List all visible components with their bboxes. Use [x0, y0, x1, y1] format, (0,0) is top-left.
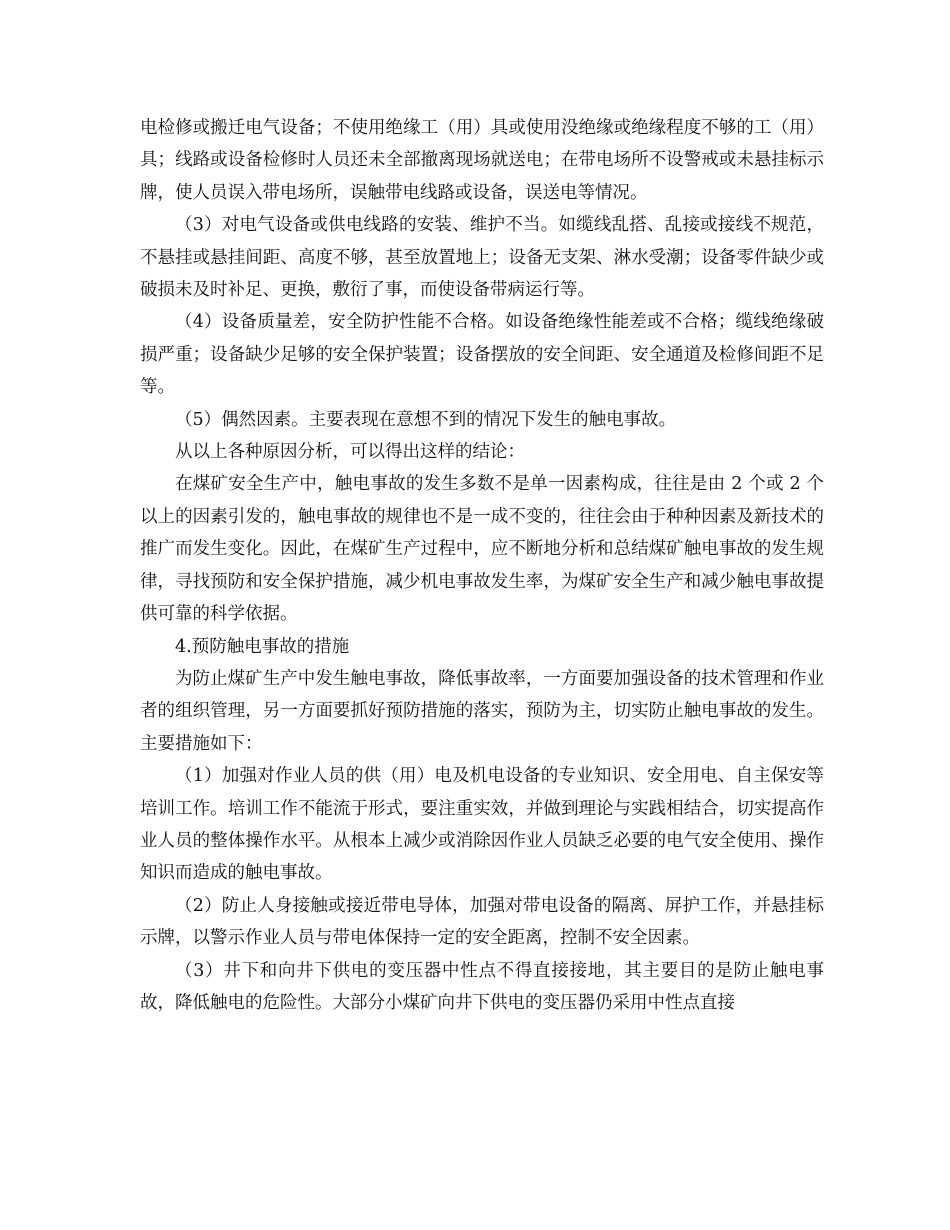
paragraph-9: （1）加强对作业人员的供（用）电及机电设备的专业知识、安全用电、自主保安等培训工作。培训工作不能流于形式，要注重实效，并做到理论与实践相结合，切实提高作业人员的整体操作水平。从根本上减少或消除因作业人员缺乏必要的电气安全使用、操作知识而造成的触电事故。 [140, 766, 824, 884]
section-heading: 4.预防触电事故的措施 [175, 636, 350, 657]
paragraph-8: 为防止煤矿生产中发生触电事故，降低事故率，一方面要加强设备的技术管理和作业者的组织管理，另一方面要抓好预防措施的落实，预防为主，切实防止触电事故的发生。主要措施如下： [140, 668, 824, 754]
paragraph-2: （3）对电气设备或供电线路的安装、维护不当。如缆线乱搭、乱接或接线不规范，不悬挂或悬挂间距、高度不够，甚至放置地上；设备无支架、淋水受潮；设备零件缺少或破损未及时补足、更换，敷衍了事，而使设备带病运行等。 [140, 215, 824, 301]
paragraph-11: （3）井下和向井下供电的变压器中性点不得直接接地，其主要目的是防止触电事故，降低触电的危险性。大部分小煤矿向井下供电的变压器仍采用中性点直接 [140, 960, 824, 1013]
paragraph-10: （2）防止人身接触或接近带电导体，加强对带电设备的隔离、屏护工作，并悬挂标示牌，以警示作业人员与带电体保持一定的安全距离，控制不安全因素。 [140, 895, 824, 949]
paragraph-5: 从以上各种原因分析，可以得出这样的结论： [175, 442, 525, 463]
paragraph-6: 在煤矿安全生产中，触电事故的发生多数不是单一因素构成，往往是由 2 个或 2 个以上的因素引发的，触电事故的规律也不是一成不变的，往往会由于种种因素及新技术的推广而发生变化。因此，在煤矿生产过程中，应不断地分析和总结煤矿触电事故的发生规律，寻找预防和安全保护措施，减少机电事故发生率，为煤矿安全生产和减少触电事故提供可靠的科学依据。 [140, 474, 824, 625]
paragraph-1: 电检修或搬迁电气设备；不使用绝缘工（用）具或使用没绝缘或绝缘程度不够的工（用）具；线路或设备检修时人员还未全部撤离现场就送电；在带电场所不设警戒或未悬挂标示牌，使人员误入带电场所，误触带电线路或设备，误送电等情况。 [140, 118, 824, 203]
document-body [140, 112, 824, 1019]
paragraph-4: （5）偶然因素。主要表现在意想不到的情况下发生的触电事故。 [175, 409, 677, 430]
paragraph-3: （4）设备质量差，安全防护性能不合格。如设备绝缘性能差或不合格；缆线绝缘破损严重；设备缺少足够的安全保护装置；设备摆放的安全间距、安全通道及检修间距不足等。 [140, 312, 824, 398]
